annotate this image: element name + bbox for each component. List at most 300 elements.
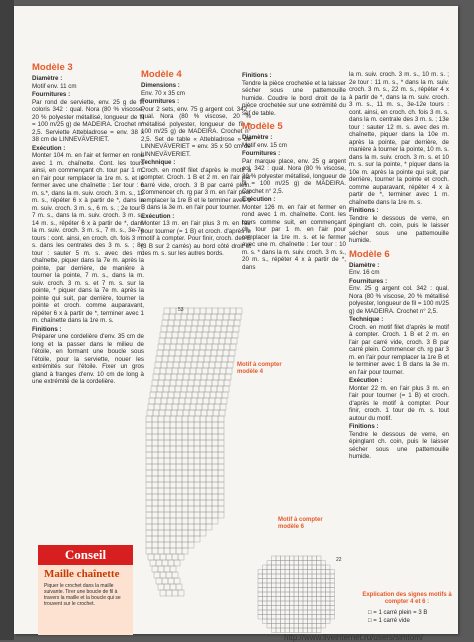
filet-cell [185, 326, 191, 332]
filet-cell [152, 500, 158, 506]
fournitures-text: Par rond de serviette, env. 25 g de fil coloris 342 : qual. Nora (80 % viscose, 20 % polyester métallisé, longueur de fil = 100 m/25 g) de MADEIRA. Crochet n° 2,5. Serviette Attebladrose = env. 38 x 38 cm de LINNEVÄVERIET. [32, 98, 144, 143]
filet-cell [164, 308, 170, 314]
filet-cell [218, 506, 224, 512]
filet-cell [165, 338, 171, 344]
filet-cell [164, 476, 170, 482]
filet-cell [317, 597, 322, 602]
filet-cell [194, 452, 200, 458]
filet-cell [164, 542, 170, 548]
filet-cell [171, 338, 177, 344]
filet-cell [163, 350, 169, 356]
filet-cell [303, 597, 308, 602]
filet-cell [294, 619, 299, 624]
filet-cell [146, 464, 152, 470]
finitions-text: Préparer une cordelière d'env. 35 cm de long et la passer dans le milieu de l'étoile, en formant une boucle sous l'étoile, pour la serviette, nouer les extrémités sur l'étoile. Fixer un gros gland à franges d'env. 10 cm de long à une extrémité de la cordelière. [32, 333, 144, 385]
filet-cell [183, 338, 189, 344]
filet-cell [182, 524, 188, 530]
filet-cell [303, 592, 308, 597]
filet-cell [285, 610, 290, 615]
filet-cell [272, 565, 277, 570]
filet-cell [169, 314, 175, 320]
filet-cell [214, 368, 220, 374]
filet-cell [155, 362, 161, 368]
filet-cell [152, 518, 158, 524]
filet-cell [308, 565, 313, 570]
filet-cell [154, 368, 160, 374]
filet-cell [195, 338, 201, 344]
technique-text: Croch. en motif filet d'après le motif à compter. Croch. 1 B et 2 m. en l'air par carré vide, croch. 3 B par carré plein. Commencer ch. rg par 3 m. en l'air pour remplacer la 1re B et le terminer avec 1 B dans la 3e m. en l'air pour tourner. [141, 166, 251, 211]
filet-cell [176, 458, 182, 464]
filet-cell [206, 452, 212, 458]
filet-cell [170, 500, 176, 506]
filet-cell [179, 362, 185, 368]
filet-cell [294, 583, 299, 588]
conseil-heading: Maille chaînette [44, 568, 120, 580]
filet-cell [176, 434, 182, 440]
filet-cell [210, 392, 216, 398]
filet-cell [182, 500, 188, 506]
filet-cell [312, 583, 317, 588]
filet-cell [158, 482, 164, 488]
filet-cell [312, 588, 317, 593]
filet-cell [267, 570, 272, 575]
filet-cell [303, 574, 308, 579]
filet-cell [156, 578, 162, 584]
filet-cell [170, 530, 176, 536]
filet-cell [176, 452, 182, 458]
filet-cell [317, 615, 322, 620]
filet-cell [208, 368, 214, 374]
filet-cell [188, 434, 194, 440]
filet-cell [218, 452, 224, 458]
filet-cell [299, 588, 304, 593]
filet-cell [164, 500, 170, 506]
filet-cell [158, 476, 164, 482]
filet-cell [182, 542, 188, 548]
filet-cell [164, 440, 170, 446]
filet-cell [263, 570, 268, 575]
filet-cell [285, 570, 290, 575]
filet-cell [290, 583, 295, 588]
filet-cell [299, 592, 304, 597]
legend [368, 609, 427, 625]
filet-cell [212, 428, 218, 434]
filet-cell [172, 368, 178, 374]
filet-cell [176, 500, 182, 506]
filet-cell [330, 588, 335, 593]
filet-cell [200, 422, 206, 428]
filet-cell [206, 500, 212, 506]
filet-cell [276, 574, 281, 579]
filet-cell [294, 565, 299, 570]
conseil-text: Piquer le crochet dans la maille suivante. Tirer une boucle de fil à travers la maille et la boucle qui se trouvent sur le crochet. [44, 583, 121, 607]
filet-cell [272, 610, 277, 615]
filet-cell [281, 574, 286, 579]
filet-cell [164, 536, 170, 542]
filet-cell [162, 320, 168, 326]
filet-cell [308, 628, 313, 633]
filet-cell [258, 588, 263, 593]
fournitures-text: Pour 2 sets, env. 75 g argent col. 342 : qual. Nora (80 % viscose, 20 % métallisé polyester, longueur de fil = 100 m/25 g) de MADEIRA. Crochet n° 2,5. Set de table « Attebladrose » de LINNEVÄVERIET = env. 35 x 50 cm de LINNEVÄVERIET. [141, 105, 251, 158]
filet-cell [206, 470, 212, 476]
filet-cell [146, 530, 152, 536]
filet-cell [188, 464, 194, 470]
diametre-text: Env. 16 cm [349, 269, 380, 276]
filet-cell [189, 374, 195, 380]
chart2-label: Motif à compter modèle 6 [278, 517, 323, 530]
filet-cell [194, 494, 200, 500]
filet-cell [213, 410, 219, 416]
conseil-box [38, 545, 133, 635]
filet-cell [196, 368, 202, 374]
filet-cell [276, 606, 281, 611]
filet-cell [299, 597, 304, 602]
filet-cell [166, 332, 172, 338]
filet-cell [146, 506, 152, 512]
filet-cell [155, 398, 161, 404]
filet-cell [178, 590, 184, 596]
filet-cell [321, 574, 326, 579]
filet-cell [285, 574, 290, 579]
filet-cell [148, 404, 154, 410]
filet-cell [201, 338, 207, 344]
filet-cell [308, 556, 313, 561]
filet-cell [326, 619, 331, 624]
filet-cell [158, 416, 164, 422]
filet-cell [193, 350, 199, 356]
filet-cell [206, 434, 212, 440]
filet-cell [218, 482, 224, 488]
filet-cell [176, 344, 182, 350]
filet-cell [177, 374, 183, 380]
filet-cell [152, 428, 158, 434]
filet-cell [182, 530, 188, 536]
filet-cell [190, 404, 196, 410]
filet-cell [276, 619, 281, 624]
execution-text: Monter 104 m. en l'air et fermer en rond avec 1 m. chaînette. Cont. les tours ainsi, en commençant ch. tour par 1 m. en l'air pour remplacer la 1re m. s. et le fermer avec une chaînette : 1er tour : 6 m. s.*, dans la m. suiv. croch. 3 m. s., 12 m. s., répéter 6 x à partir de *, dans la m. suiv. croch. 3 m. s., 6 m. s. ; 2e tour : 7 m. s., dans la m. suiv. croch. 3 m. s., 14 m. s., répéter 6 x à partir de *, dans la m. suiv. croch. 3 m. s., 7 m. s., 3e-7e tours : cont. ainsi, en croch. ch. fois 3 m. s. dans les centrales des 3 m. s. ; 8e tour : sauter 5 m. s. avec des m. chaînette, piquer dans la 7e m. après la pointe, par derrière, de manière à tourner la pointe, 7 m. s., dans la m. suiv. croch. 3 m. s. et 7 m. s. sur la pointe, * piquer dans la 7e m. après la pointe qui suit, par derrière, tourner la pointe et croch. comme auparavant, répéter 6 x à partir de *, terminer avec 1 m. chaînette dans la 1re m. s. [32, 152, 144, 324]
filet-cell [164, 452, 170, 458]
filet-cell [285, 561, 290, 566]
filet-cell [294, 615, 299, 620]
filet-cell [330, 601, 335, 606]
filet-cell [267, 601, 272, 606]
filet-cell [176, 584, 182, 590]
filet-cell [176, 422, 182, 428]
filet-cell [211, 386, 217, 392]
filet-cell [285, 588, 290, 593]
filet-cell [184, 368, 190, 374]
filet-cell [272, 597, 277, 602]
filet-cell [194, 446, 200, 452]
filet-cell [179, 326, 185, 332]
filet-cell [317, 628, 322, 633]
filet-cell [303, 583, 308, 588]
filet-cell [158, 440, 164, 446]
filet-cell [303, 588, 308, 593]
filet-cell [182, 464, 188, 470]
filet-cell [182, 494, 188, 500]
filet-cell [176, 470, 182, 476]
filet-cell [258, 592, 263, 597]
filet-cell [308, 561, 313, 566]
filet-cell [200, 530, 206, 536]
filet-cell [191, 398, 197, 404]
filet-cell [281, 615, 286, 620]
technique-text: Croch. en motif filet d'après le motif à compter. Croch. 1 B et 2 m. en l'air par carré vide, croch. 3 B par carré plein. Commencer ch. rg par 3 m. en l'air pour remplacer la 1re B et le terminer avec 1 B dans la 3e m. en l'air pour tourner. [349, 323, 449, 376]
filet-cell [182, 476, 188, 482]
filet-cell [190, 332, 196, 338]
execution-continued-text: la m. suiv. croch. 3 m. s., 10 m. s. ; 2e tour : 11 m. s., * dans la m. suiv. croch. 3 m. s., 22 m. s., répéter 4 x à partir de *, dans la m. suiv. croch. 3 m. s., 11 m. s., 3e-12e tours : cont. ainsi, en croch. ch. fois 3 m. s. dans la m. centrale des 3 m. s. ; 13e tour : sauter 12 m. s. avec des m. chaînette, piquer dans la 10e m. après la pointe, par derrière, de manière à tourner la pointe, 10 m. s. dans la m. suiv. croch. 3 m. s. et 10 m. s. sur la pointe, * piquer dans la 10e m. après la pointe qui suit, par derrière, tourner la pointe et croch. comme auparavant, répéter 4 x à partir de *, terminer avec 1 m. chaînette dans la 1re m. s. [349, 71, 449, 206]
filet-cell [174, 392, 180, 398]
filet-cell [164, 524, 170, 530]
filet-cell [290, 628, 295, 633]
filet-cell [212, 482, 218, 488]
filet-cell [326, 610, 331, 615]
filet-cell [258, 615, 263, 620]
filet-cell [164, 518, 170, 524]
filet-cell [222, 392, 228, 398]
filet-cell [206, 524, 212, 530]
filet-cell [170, 524, 176, 530]
filet-cell [182, 470, 188, 476]
filet-cell [186, 356, 192, 362]
filet-cell [212, 440, 218, 446]
diametre-text: Motif env. 15 cm [242, 141, 287, 149]
filet-cell [212, 458, 218, 464]
filet-cell [182, 488, 188, 494]
filet-cell [272, 615, 277, 620]
filet-cell [188, 380, 194, 386]
filet-cell [312, 601, 317, 606]
filet-cell [312, 556, 317, 561]
filet-cell [146, 482, 152, 488]
filet-cell [221, 326, 227, 332]
filet-cell [208, 404, 214, 410]
filet-cell [194, 506, 200, 512]
filet-cell [187, 350, 193, 356]
filet-cell [201, 410, 207, 416]
filet-cell [218, 470, 224, 476]
filet-cell [326, 565, 331, 570]
filet-cell [178, 332, 184, 338]
filet-cell [206, 494, 212, 500]
filet-cell [218, 422, 224, 428]
filet-cell [200, 476, 206, 482]
filet-cell [188, 422, 194, 428]
filet-cell [164, 584, 170, 590]
filet-cell [299, 565, 304, 570]
filet-cell [182, 344, 188, 350]
filet-cell [176, 506, 182, 512]
filet-cell [164, 416, 170, 422]
filet-cell [176, 464, 182, 470]
filet-cell [267, 597, 272, 602]
filet-cell [153, 374, 159, 380]
filet-cell [312, 574, 317, 579]
filet-cell [201, 374, 207, 380]
filet-cell [194, 536, 200, 542]
filet-cell [276, 556, 281, 561]
filet-cell [215, 326, 221, 332]
filet-cell [303, 610, 308, 615]
filet-cell [218, 446, 224, 452]
filet-cell [204, 392, 210, 398]
filet-cell [182, 548, 188, 554]
filet-cell [214, 332, 220, 338]
filet-cell [294, 556, 299, 561]
filet-cell [182, 380, 188, 386]
filet-cell [197, 362, 203, 368]
filet-cell [258, 570, 263, 575]
filet-cell [299, 624, 304, 629]
filet-cell [168, 578, 174, 584]
filet-cell [174, 578, 180, 584]
filet-cell [170, 344, 176, 350]
fournitures-title: Fournitures : [141, 98, 180, 105]
filet-cell [187, 314, 193, 320]
filet-cell [188, 470, 194, 476]
filet-cell [218, 308, 224, 314]
filet-cell [168, 320, 174, 326]
filet-cell [263, 592, 268, 597]
filet-cell [272, 619, 277, 624]
filet-cell [233, 326, 239, 332]
filet-cell [172, 590, 178, 596]
filet-cell [216, 392, 222, 398]
filet-cell [326, 615, 331, 620]
filet-cell [326, 606, 331, 611]
filet-cell [178, 554, 184, 560]
filet-cell [146, 446, 152, 452]
filet-cell [146, 416, 152, 422]
filet-cell [299, 615, 304, 620]
filet-cell [294, 606, 299, 611]
filet-cell [152, 536, 158, 542]
source-url[interactable]: http://www.liveinternet.ru/users/simtom/ [284, 633, 424, 642]
filet-cell [276, 615, 281, 620]
filet-cell [209, 362, 215, 368]
filet-cell [164, 464, 170, 470]
finitions-text: Tendre le dessous de verre, en épinglant ch. coin, puis le laisser sécher sous une pattemouille humide. [349, 214, 449, 244]
filet-cell [200, 446, 206, 452]
filet-cell [162, 356, 168, 362]
filet-cell [224, 344, 230, 350]
filet-cell [158, 584, 164, 590]
filet-cell [188, 518, 194, 524]
filet-cell [267, 561, 272, 566]
filet-cell [174, 560, 180, 566]
filet-cell [308, 579, 313, 584]
filet-cell [194, 464, 200, 470]
filet-cell [172, 332, 178, 338]
filet-chart-modele-6 [254, 554, 344, 632]
filet-cell [263, 610, 268, 615]
filet-cell [154, 404, 160, 410]
filet-cell [165, 410, 171, 416]
filet-cell [232, 332, 238, 338]
filet-cell [308, 615, 313, 620]
filet-cell [326, 583, 331, 588]
filet-cell [285, 597, 290, 602]
filet-cell [192, 356, 198, 362]
filet-cell [229, 314, 235, 320]
filet-cell [146, 422, 152, 428]
filet-cell [176, 518, 182, 524]
filet-cell [176, 542, 182, 548]
filet-cell [228, 356, 234, 362]
filet-cell [170, 488, 176, 494]
filet-cell [276, 565, 281, 570]
filet-cell [165, 374, 171, 380]
filet-cell [194, 524, 200, 530]
filet-cell [169, 386, 175, 392]
filet-cell [212, 416, 218, 422]
filet-cell [148, 554, 154, 560]
filet-cell [317, 583, 322, 588]
filet-cell [182, 446, 188, 452]
magazine-page [14, 6, 458, 642]
filet-cell [162, 392, 168, 398]
filet-cell [196, 332, 202, 338]
filet-cell [215, 362, 221, 368]
filet-cell [194, 488, 200, 494]
fournitures-title: Fournitures : [349, 277, 388, 285]
filet-cell [229, 350, 235, 356]
filet-chart-modele-4 [138, 304, 250, 604]
filet-cell [153, 410, 159, 416]
filet-cell [202, 368, 208, 374]
filet-cell [182, 482, 188, 488]
filet-cell [321, 565, 326, 570]
filet-cell [294, 628, 299, 633]
filet-cell [146, 494, 152, 500]
execution-text: Monter 126 m. en l'air et fermer en rond avec 1 m. chaînette. Cont. les tours comme suit, en commençant ch. tour par 1 m. en l'air pour remplacer la 1re m. s. et le fermer avec une m. chaînette : 1er tour : 10 m. s. * dans la m. suiv. croch. 3 m. s., 20 m. s., répéter 4 x à partir de *, dans [242, 203, 346, 271]
diametre-text: Motif env. 11 cm [32, 82, 77, 90]
filet-cell [146, 470, 152, 476]
filet-cell [276, 583, 281, 588]
filet-cell [182, 458, 188, 464]
filet-cell [330, 574, 335, 579]
filet-cell [294, 574, 299, 579]
filet-cell [197, 326, 203, 332]
filet-cell [176, 446, 182, 452]
filet-cell [170, 470, 176, 476]
filet-cell [164, 488, 170, 494]
filet-cell [267, 583, 272, 588]
filet-cell [206, 506, 212, 512]
filet-cell [206, 482, 212, 488]
column-modele-5 [242, 71, 346, 271]
filet-cell [272, 570, 277, 575]
filet-cell [276, 592, 281, 597]
filet-cell [152, 446, 158, 452]
filet-cell [179, 398, 185, 404]
filet-cell [303, 556, 308, 561]
filet-cell [294, 579, 299, 584]
filet-cell [317, 570, 322, 575]
filet-cell [175, 386, 181, 392]
filet-cell [151, 386, 157, 392]
filet-cell [321, 610, 326, 615]
filet-cell [202, 332, 208, 338]
filet-cell [290, 592, 295, 597]
filet-cell [193, 314, 199, 320]
filet-cell [158, 380, 164, 386]
filet-cell [198, 392, 204, 398]
filet-cell [176, 530, 182, 536]
filet-cell [164, 548, 170, 554]
filet-cell [175, 350, 181, 356]
